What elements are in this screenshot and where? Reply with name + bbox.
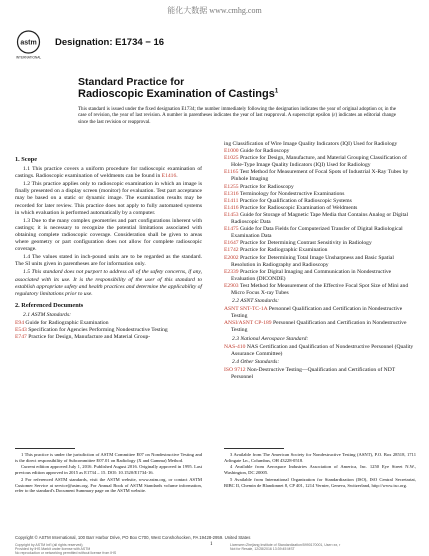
reference-title: Practice for Qualification of Radioscopic Systems — [239, 197, 352, 204]
reference-code-link[interactable]: E1647 — [224, 240, 239, 247]
standard-line: Standard Practice for — [78, 76, 185, 88]
right-column — [224, 141, 416, 381]
reference-title: Practice for Radioscopic Examination of Weldments — [240, 204, 358, 211]
document-title: Radioscopic Examination of Castings$^1$ — [78, 88, 279, 100]
astm-standards-heading: 2.1 ASTM Standards: — [23, 311, 72, 318]
reference-title: Practice for Design, Manufacture, and Material Grouping Classification of Hole-Type Image Quality Indicators (IQI) Used for Radiology — [231, 155, 407, 169]
reference-item — [224, 320, 416, 334]
reference-title: Non-Destructive Testing—Qualification and Certification of NDT Personnel — [231, 366, 396, 380]
reference-item — [224, 226, 416, 240]
reference-code-link[interactable]: E1411 — [224, 197, 239, 204]
section-heading-references: 2. Referenced Documents — [15, 301, 84, 309]
reference-code-link[interactable]: NAS-410 — [224, 343, 246, 350]
reference-item — [224, 269, 416, 283]
footnote: 1 This practice is under the jurisdiction of ASTM Committee E07 on Nondestructive Testing and is the direct responsibility of Subcommittee E07.01 on Radiology (X and Gamma) Method. — [15, 452, 202, 463]
reference-title: Practice for Radioscopy — [240, 183, 294, 190]
other-reference-list — [224, 367, 416, 381]
intro-text: This standard is issued under the fixed designation E1734; the number immediately following the designation indicates the year of original adoption or, in the case of revision, the year of last revision. A number in parentheses indicates the year of last reapproval. A superscript epsilon (ε) indicates an editorial change since the last revision or reapproval. — [78, 107, 396, 125]
reference-code-link[interactable]: E2339 — [224, 268, 239, 275]
reference-item — [224, 184, 416, 191]
reference-code-link[interactable]: E543 — [15, 327, 27, 334]
footnote-divider-right — [224, 448, 284, 449]
svg-text:INTERNATIONAL: INTERNATIONAL — [15, 55, 42, 60]
nas-standards-heading: 2.3 National Aerospace Standard: — [232, 335, 309, 342]
reference-title: Specification for Agencies Performing Nondestructive Testing — [28, 327, 168, 334]
reference-title: Guide for Storage of Magnetic Tape Media that Contains Analog or Digital Radioscopic Data — [231, 211, 409, 226]
other-standards-heading: 2.4 Other Standards: — [232, 358, 280, 365]
reference-code-link[interactable]: E1000 — [224, 148, 239, 155]
asnt-reference-list — [224, 306, 416, 334]
reference-item — [224, 367, 416, 381]
license-notice-left: Copyright by ASTM Int'l (all rights reserved); Provided by IHS Markit under license with ASTM No reproduction or networking permitted without license from IHS — [15, 543, 117, 556]
reference-code-link[interactable]: E1475 — [224, 226, 239, 233]
designation: Designation: E1734 − 16 — [55, 37, 165, 48]
right-reference-list — [224, 141, 416, 297]
section-heading-scope: 1. Scope — [15, 156, 38, 163]
reference-title: Guide for Radioscopy — [240, 148, 290, 155]
reference-title: Practice for Determining Total Image Unsharpness and Basic Spatial Resolution in Radiography and Radioscopy — [231, 254, 394, 268]
reference-item — [224, 205, 416, 212]
footnote: 3 Available from The American Society for Nondestructive Testing (ASNT), P.O. Box 28518, 1711 Arlingate Ln., Columbus, OH 43228-0518. — [224, 452, 416, 463]
copyright-line: Copyright © ASTM International, 100 Barr Harbor Drive, PO Box C700, West Conshohocken, PA 19428-2959. United States — [15, 535, 251, 540]
nas-reference-list — [224, 344, 416, 358]
reference-title: Personnel Qualification and Certification in Nondestructive Testing — [231, 306, 403, 320]
reference-item — [15, 334, 202, 341]
ref-link-e1416[interactable]: E1416 — [161, 173, 177, 180]
reference-code-link[interactable]: ANSI/ASNT CP-189 — [224, 320, 272, 327]
reference-item — [224, 169, 416, 183]
paragraph-1-1: 1.1 This practice covers a uniform procedure for radioscopic examination of castings. Radioscopic examination of weldments can be found in E1416. — [15, 166, 202, 180]
reference-item — [224, 283, 416, 297]
reference-title: Test Method for Measurement of Focal Spots of Industrial X-Ray Tubes by Pinhole Imaging — [231, 169, 409, 183]
reference-title: Practice for Radiographic Examination — [240, 247, 328, 254]
asnt-standards-heading: 2.2 ASNT Standards: — [232, 298, 279, 305]
reference-code-link[interactable]: E2002 — [224, 254, 239, 261]
reference-code-link[interactable]: ISO 9712 — [224, 366, 246, 373]
reference-item — [224, 344, 416, 358]
reference-code-link[interactable]: E1453 — [224, 211, 239, 218]
footnote-divider-left — [15, 448, 75, 449]
reference-code-link[interactable]: E1255 — [224, 183, 239, 190]
footnote: Current edition approved July 1, 2016. Published August 2016. Originally approved in 1995. Last previous edition approved in 2015 as E1734 – 15. DOI: 10.1520/E1734-16. — [15, 464, 202, 476]
footnotes-left — [15, 452, 202, 495]
reference-title: Practice for Design, Manufacture and Material Group- — [28, 334, 151, 341]
paragraph-1-3: 1.3 Due to the many complex geometries and part configurations inherent with castings; it is necessary to recognize the potential limitations associated with obtaining complete radioscopic coverage. Consideration shall be given to areas where geometry or part configuration does not allow for complete radioscopic coverage. — [15, 217, 202, 253]
reference-code-link[interactable]: E1025 — [224, 155, 239, 162]
footnote: 5 Available from International Organization for Standardization (ISO), ISO Central Secretariat, BIBC II, Chemin de Blandonnet 8, CP 401, 1214 Vernier, Geneva, Switzerland, http://www.iso.org. — [224, 476, 416, 488]
reference-code-link[interactable]: E94 — [15, 319, 25, 326]
reference-title: Guide for Data Fields for Computerized Transfer of Digital Radiological Examination Data — [231, 226, 403, 240]
reference-code-link[interactable]: E747 — [15, 334, 27, 341]
footnote: 2 For referenced ASTM standards, visit the ASTM website, www.astm.org, or contact ASTM Customer Service at service@astm.org. For Annual Book of ASTM Standards volume information, refer to the standard's Document Summary page on the ASTM website. — [15, 476, 202, 494]
reference-item — [224, 212, 416, 226]
reference-title: Guide for Radiographic Examination — [25, 319, 109, 326]
reference-code-link[interactable]: E1165 — [224, 169, 239, 176]
reference-item — [224, 306, 416, 320]
paragraph-1-5: 1.5 This standard does not purport to address all of the safety concerns, if any, associated with its use. It is the responsibility of the user of this standard to establish appropriate safety and health practices and determine the applicability of regulatory limitations prior to use. — [15, 269, 202, 297]
reference-title: Terminology for Nondestructive Examinations — [239, 190, 345, 197]
footnotes-right — [224, 452, 416, 489]
footnote: 4 Available from Aerospace Industries Association of America, Inc. 1250 Eye Street N.W., Washington, DC 20005. — [224, 464, 416, 476]
reference-title: ing Classification of Wire Image Quality Indicators (IQI) Used for Radiology — [224, 141, 398, 147]
paragraph-1-2: 1.2 This practice applies only to radioscopic examination in which an image is finally presented on a display screen (monitor) for evaluation. Test part acceptance may be based on a static or dynamic image. The examination results may be recorded for later review. This practice does not apply to fully automated systems in which evaluation is performed automatically by a computer. — [15, 181, 202, 216]
reference-item — [224, 247, 416, 254]
reference-item — [224, 155, 416, 169]
reference-code-link[interactable]: E1316 — [224, 190, 239, 197]
reference-title: Personnel Qualification and Certification in Nondestructive Testing — [231, 320, 407, 334]
reference-item — [224, 198, 416, 205]
page-number: 1 — [210, 542, 213, 547]
reference-item — [224, 255, 416, 269]
reference-title: NAS Certification and Qualification of Nondestructive Personnel (Quality Assurance Committee) — [231, 343, 414, 357]
reference-code-link[interactable]: E2903 — [224, 282, 239, 289]
watermark: 能化大数据 www.cmhg.com — [167, 6, 262, 15]
left-column — [15, 152, 202, 341]
reference-item — [15, 320, 202, 327]
svg-text:astm: astm — [20, 39, 37, 47]
astm-logo-icon — [15, 30, 42, 60]
reference-code-link[interactable]: E1416 — [224, 204, 239, 211]
license-notice-right: Licensee=Zhejiang Institute of Standardization/5990170001, User=xx, r Not for Resale, 12/28/2016 13:39:45 MST — [230, 543, 341, 552]
reference-title: Test Method for Measurement of the Effective Focal Spot Size of Mini and Micro Focus X-ray Tubes — [231, 282, 409, 296]
reference-code-link[interactable]: ASNT SNT-TC-1A — [224, 306, 268, 313]
left-reference-list — [15, 320, 202, 341]
reference-title: Practice for Digital Imaging and Communication in Nondestructive Evaluation (DICONDE) — [231, 268, 392, 282]
paragraph-1-4: 1.4 The values stated in inch-pound units are to be regarded as the standard. The SI units given in parentheses are for information only. — [15, 254, 202, 268]
reference-code-link[interactable]: E1742 — [224, 247, 239, 254]
reference-item — [224, 191, 416, 198]
reference-title: Practice for Determining Contrast Sensitivity in Radiology — [240, 240, 372, 247]
